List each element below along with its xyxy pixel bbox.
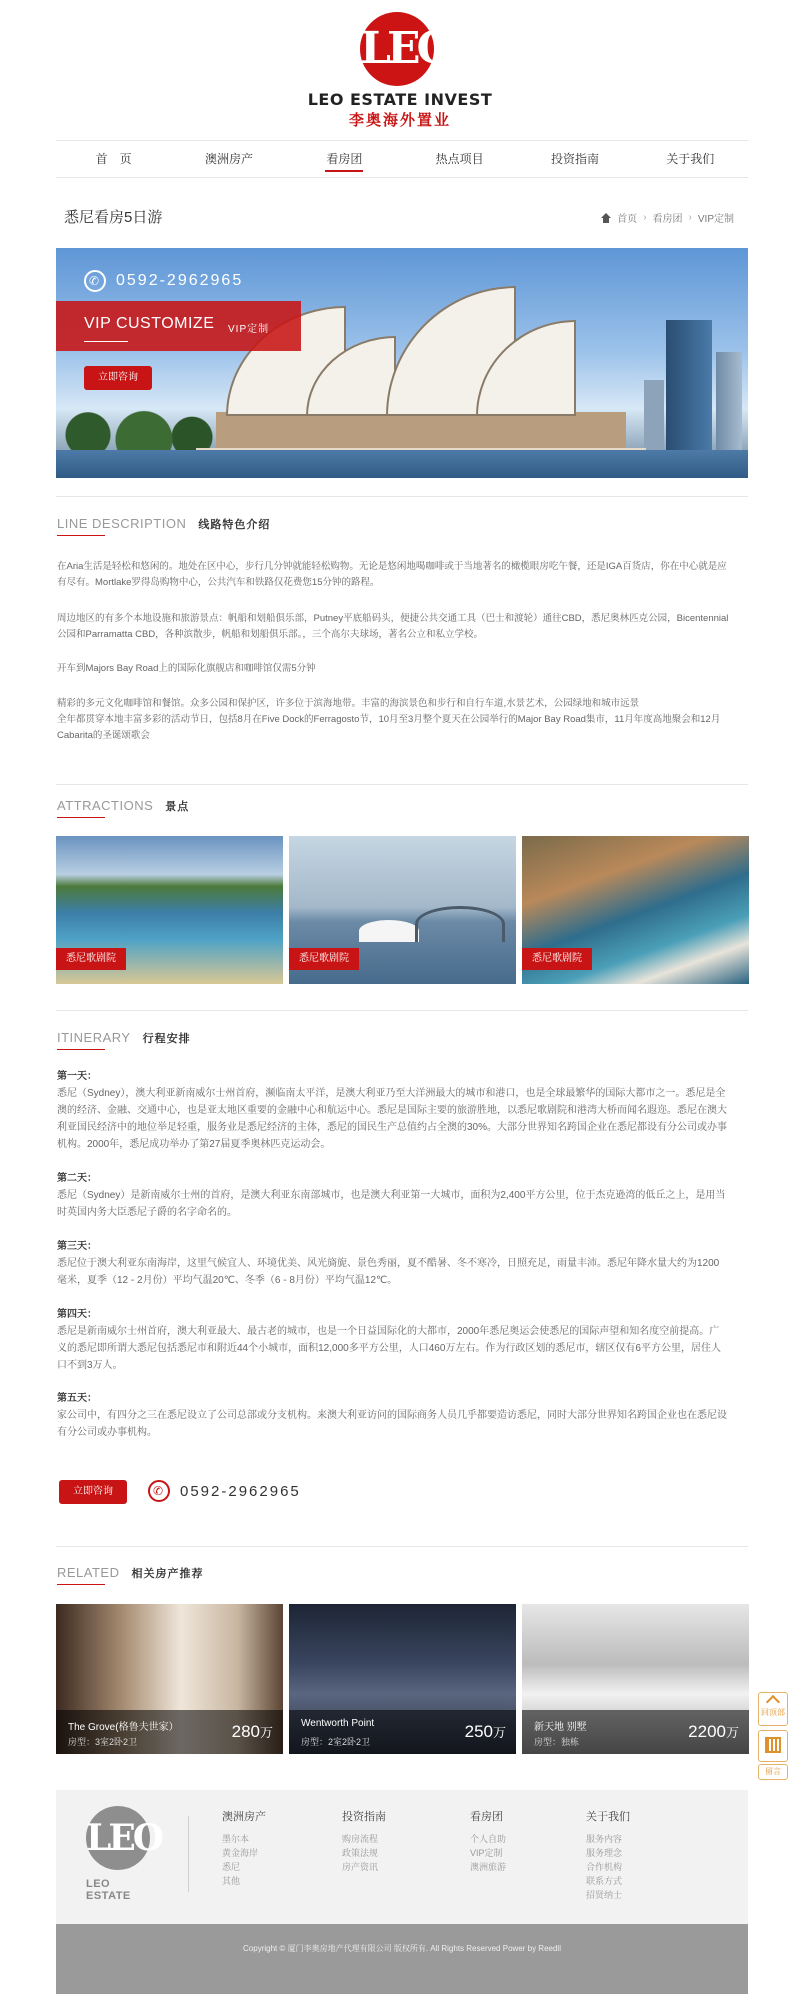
- banner-phone: [84, 270, 243, 292]
- section-divider: [56, 1010, 748, 1011]
- banner-water: [56, 450, 748, 478]
- itinerary-title-cn: 行程安排: [142, 1033, 191, 1045]
- itinerary-day-label: 第四天：: [57, 1309, 97, 1320]
- site-footer: [56, 1790, 748, 1924]
- attraction-label: 悉尼歌剧院: [522, 948, 592, 970]
- price-unit: 万: [492, 1725, 506, 1740]
- attraction-card[interactable]: [522, 836, 749, 984]
- message-button[interactable]: [758, 1764, 788, 1780]
- related-property-price: [465, 1722, 506, 1742]
- related-property-info: [522, 1710, 749, 1754]
- site-header: [0, 0, 800, 140]
- footer-column-about: [586, 1808, 630, 1902]
- price-value: 2200: [688, 1722, 726, 1741]
- banner-consult-button[interactable]: 立即咨询: [84, 366, 152, 390]
- nav-hot-projects[interactable]: 热点项目: [435, 152, 484, 166]
- related-section-title: [57, 1565, 204, 1581]
- back-to-top-button[interactable]: [758, 1692, 788, 1726]
- page-header: [56, 192, 748, 244]
- breadcrumb-tour[interactable]: 看房团: [652, 214, 683, 225]
- itinerary-day: [57, 1238, 729, 1289]
- logo-mark: LEO: [360, 23, 451, 74]
- footer-column-title: 澳洲房产: [222, 1811, 266, 1823]
- line-paragraph: 精彩的多元文化咖啡馆和餐馆。众多公园和保护区，许多位于滨海地带。丰富的海滨景色和步行和自行车道,水景艺术，公园绿地和城市远景 全年都贯穿本地丰富多彩的活动节日，包括8月在Five Dock的Ferragosto节，10月至3月整个夏天在公园举行的Major Bay Road集市，11月年度高地聚会和12月Cabarita的圣诞颂歌会: [57, 698, 721, 741]
- related-property-price: [688, 1722, 739, 1742]
- price-value: 280: [231, 1722, 260, 1741]
- itinerary-day: [57, 1390, 729, 1441]
- banner-building: [716, 352, 742, 450]
- related-property-card[interactable]: [289, 1604, 516, 1754]
- itinerary-section-title: [57, 1030, 191, 1046]
- related-property-name: The Grove(格鲁夫世家）: [68, 1722, 179, 1733]
- footer-logo-text: LEO ESTATE: [86, 1878, 131, 1902]
- footer-link[interactable]: 其他: [222, 1876, 241, 1886]
- consult-phone-number: 0592-2962965: [180, 1482, 301, 1500]
- back-to-top-label: 回顶部: [761, 1708, 785, 1717]
- opera-house-thumbnail: [359, 920, 419, 942]
- breadcrumb-home[interactable]: 首页: [617, 214, 638, 225]
- footer-link[interactable]: VIP定制: [470, 1848, 503, 1858]
- related-property-card[interactable]: [56, 1604, 283, 1754]
- related-property-name: Wentworth Point: [301, 1718, 375, 1729]
- related-property-info: [289, 1710, 516, 1754]
- line-paragraph: 在Aria生活是轻松和悠闲的。地处在区中心，步行几分钟就能轻松购物。无论是悠闲地喝咖啡或于当地著名的橄榄眼房吃午餐，还是IGA百货店，你在中心就是应有尽有。Mortlake罗得岛购物中心，公共汽车和铁路仅花费您15分钟的路程。: [57, 561, 727, 588]
- qr-code-button[interactable]: [758, 1730, 788, 1762]
- page-title: 悉尼看房5日游: [64, 209, 163, 226]
- price-unit: 万: [259, 1725, 273, 1740]
- breadcrumb-current: VIP定制: [697, 214, 734, 225]
- footer-link[interactable]: 政策法规: [342, 1848, 379, 1858]
- footer-column-title: 看房团: [470, 1811, 503, 1823]
- footer-column-title: 投资指南: [342, 1811, 386, 1823]
- itinerary-day: [57, 1306, 729, 1374]
- itinerary-day-text: 悉尼位于澳大利亚东南海岸，这里气候宜人、环境优美、风光旖旎、景色秀丽，夏不酷暑、冬不寒冷，日照充足，雨量丰沛。悉尼年降水量大约为1200毫米，夏季（12 - 2月份）平均气温20℃、冬季（6 - 8月份）平均气温12℃。: [57, 1258, 720, 1286]
- harbour-bridge-thumbnail: [415, 906, 505, 942]
- brand-name-en: LEO ESTATE INVEST: [307, 90, 493, 109]
- copyright: Copyright © 厦门李奥房地产代理有限公司 版权所有. All Rights Reserved Power by Reedll: [56, 1924, 748, 1994]
- related-property-layout: 房型：2室2卧2卫: [301, 1737, 371, 1747]
- itinerary-day-label: 第五天：: [57, 1393, 97, 1404]
- banner-building: [644, 380, 664, 450]
- footer-column-tour: [470, 1808, 506, 1874]
- nav-home[interactable]: 首 页: [95, 152, 132, 166]
- footer-link[interactable]: 黄金海岸: [222, 1848, 259, 1858]
- banner-building: [666, 320, 712, 450]
- related-title-cn: 相关房产推荐: [131, 1568, 204, 1580]
- line-title-en: LINE DESCRIPTION: [57, 516, 187, 531]
- footer-link[interactable]: 悉尼: [222, 1862, 241, 1872]
- footer-link[interactable]: 墨尔本: [222, 1834, 250, 1844]
- line-section-title: [57, 516, 270, 532]
- itinerary-day-text: 悉尼（Sydney）是新南威尔士州的首府，是澳大利亚东南部城市，也是澳大利亚第一大城市，面积为2,400平方公里，位于杰克逊湾的低丘之上，是用当时英国内务大臣悉尼子爵的名字命名的。: [57, 1190, 726, 1218]
- banner-trees: [56, 406, 216, 454]
- message-label: 留言: [765, 1767, 781, 1776]
- footer-link[interactable]: 购房流程: [342, 1834, 379, 1844]
- itinerary-day-text: 悉尼（Sydney），澳大利亚新南威尔士州首府，濒临南太平洋，是澳大利亚乃至大洋洲最大的城市和港口，也是全球最繁华的国际大都市之一。悉尼是全澳的经济、金融、交通中心，也是亚太地区重要的金融中心和航运中心。悉尼是国际主要的旅游胜地，以悉尼歌剧院和港湾大桥而闻名遐迩。悉尼在澳大利亚国民经济中的地位举足轻重，服务业是悉尼经济的主体，悉尼的国民生产总值约占全澳的30%。大部分世界知名跨国企业在悉尼都设有分公司或办事机构。2000年，悉尼成功举办了第27届夏季奥林匹克运动会。: [57, 1088, 728, 1150]
- itinerary-day: [57, 1068, 729, 1153]
- attractions-title-cn: 景点: [165, 801, 190, 813]
- footer-column-title: 关于我们: [586, 1811, 630, 1823]
- related-property-name: 新天地 别墅: [534, 1722, 587, 1733]
- banner-headline-underline: [84, 341, 128, 342]
- chevron-up-icon: [766, 1695, 780, 1709]
- banner-headline-cn: VIP定制: [228, 324, 270, 335]
- attraction-label: 悉尼歌剧院: [56, 948, 126, 970]
- consult-phone: [148, 1480, 301, 1502]
- line-title-cn: 线路特色介绍: [198, 519, 271, 531]
- nav-investment-guide[interactable]: 投资指南: [550, 152, 599, 166]
- breadcrumb-separator-icon: ›: [643, 212, 647, 223]
- itinerary-day-label: 第一天：: [57, 1071, 97, 1082]
- breadcrumb: [601, 210, 734, 225]
- footer-link[interactable]: 个人自助: [470, 1834, 507, 1844]
- breadcrumb-separator-icon: ›: [688, 212, 692, 223]
- footer-logo[interactable]: LEO: [86, 1806, 150, 1870]
- related-property-card[interactable]: [522, 1604, 749, 1754]
- nav-viewing-tour[interactable]: 看房团: [287, 141, 402, 177]
- banner-headline-en: VIP CUSTOMIZE: [84, 315, 215, 332]
- consult-button[interactable]: 立即咨询: [59, 1480, 127, 1504]
- related-property-layout: 房型：独栋: [534, 1737, 580, 1747]
- banner-phone-number: 0592-2962965: [116, 272, 244, 289]
- section-divider: [56, 1546, 748, 1547]
- site-logo[interactable]: [360, 12, 451, 86]
- main-nav: [56, 140, 748, 178]
- attraction-card[interactable]: [56, 836, 283, 984]
- itinerary-day-text: 家公司中，有四分之三在悉尼设立了公司总部或分支机构。来澳大利亚访问的国际商务人员几乎都要造访悉尼，同时大部分世界知名跨国企业也在悉尼设有分公司或办事机构。: [57, 1410, 727, 1438]
- hero-banner: [56, 248, 748, 478]
- nav-about-us[interactable]: 关于我们: [666, 152, 715, 166]
- footer-link[interactable]: 服务理念: [586, 1848, 623, 1858]
- footer-link[interactable]: 服务内容: [586, 1834, 623, 1844]
- itinerary-title-en: ITINERARY: [57, 1030, 131, 1045]
- qr-code-icon: [765, 1737, 781, 1753]
- itinerary-day-text: 悉尼是新南威尔士州首府，澳大利亚最大、最古老的城市，也是一个日益国际化的大都市，2000年悉尼奥运会使悉尼的国际声望和知名度空前提高。广义的悉尼即所谓大悉尼包括悉尼市和附近44个小城市，面积12,000多平方公里，人口460万左右。作为行政区划的悉尼市，辖区仅有6平方公里，居住人口不到3万人。: [57, 1326, 721, 1371]
- attraction-card[interactable]: [289, 836, 516, 984]
- line-paragraph: 开车到Majors Bay Road上的国际化旗舰店和咖啡馆仅需5分钟: [57, 663, 316, 674]
- footer-link[interactable]: 联系方式: [586, 1876, 623, 1886]
- section-divider: [56, 496, 748, 497]
- phone-icon: [84, 270, 106, 292]
- price-unit: 万: [725, 1725, 739, 1740]
- phone-icon: [148, 1480, 170, 1502]
- attractions-section-title: [57, 798, 189, 814]
- footer-link[interactable]: 澳洲旅游: [470, 1862, 507, 1872]
- footer-divider: [188, 1816, 189, 1892]
- footer-link[interactable]: 招贤纳士: [586, 1890, 623, 1900]
- related-property-info: [56, 1710, 283, 1754]
- footer-column-property: [222, 1808, 266, 1888]
- related-property-layout: 房型：3室2卧2卫: [68, 1737, 138, 1747]
- price-value: 250: [464, 1722, 493, 1741]
- attraction-label: 悉尼歌剧院: [289, 948, 359, 970]
- related-title-en: RELATED: [57, 1565, 120, 1580]
- home-icon: [601, 213, 611, 223]
- related-property-price: [232, 1722, 273, 1742]
- nav-australia-property[interactable]: 澳洲房产: [204, 152, 253, 166]
- line-paragraph: 周边地区的有多个本地设施和旅游景点：帆船和划船俱乐部，Putney平底船码头，便捷公共交通工具（巴士和渡轮）通往CBD，悉尼奥林匹克公园，Bicentennial公园和Parramatta CBD，各种滨散步，帆船和划船俱乐部。，三个高尔夫球场，著名公立和私立学校。: [57, 613, 729, 640]
- itinerary-day: [57, 1170, 729, 1221]
- itinerary-day-label: 第三天：: [57, 1241, 97, 1252]
- attractions-title-en: ATTRACTIONS: [57, 798, 154, 813]
- footer-column-guide: [342, 1808, 386, 1874]
- brand-name-cn: 李奥海外置业: [348, 111, 451, 129]
- section-divider: [56, 784, 748, 785]
- banner-headline-box: [56, 301, 301, 351]
- footer-link[interactable]: 房产资讯: [342, 1862, 379, 1872]
- itinerary-day-label: 第二天：: [57, 1173, 97, 1184]
- footer-link[interactable]: 合作机构: [586, 1862, 623, 1872]
